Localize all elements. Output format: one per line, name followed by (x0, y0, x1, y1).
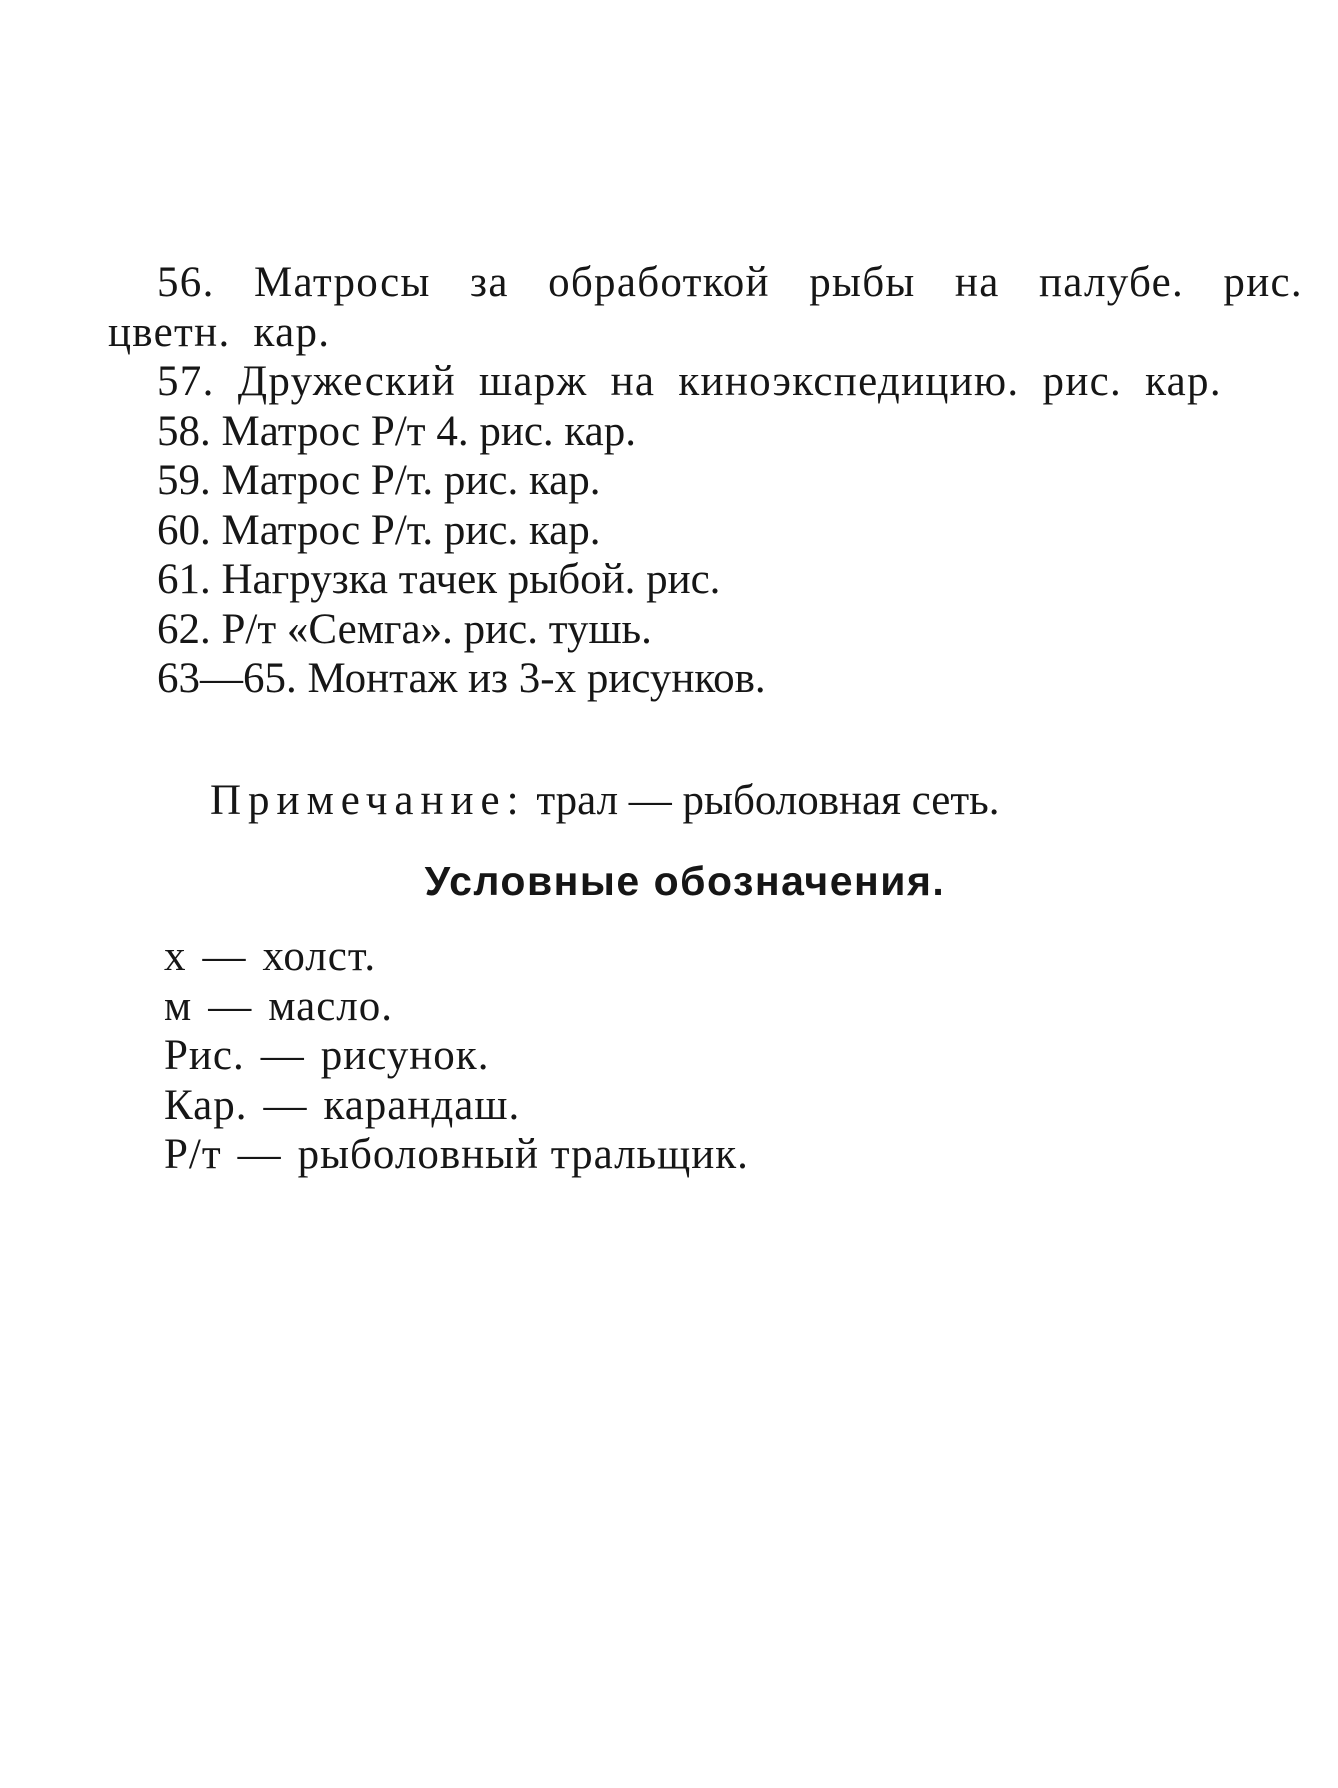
legend-meaning: масло. (268, 982, 394, 1030)
catalog-entry (108, 407, 1303, 457)
footnote (210, 776, 1000, 825)
catalog-entry (108, 555, 1303, 605)
entry-number: 63—65. (157, 655, 297, 702)
entry-number: 59. (157, 457, 211, 504)
legend-dash: — (202, 933, 247, 980)
entry-text: Нагрузка тачек рыбой. рис. (221, 556, 721, 603)
entry-number: 56. (157, 259, 215, 306)
entry-text: Монтаж из 3-х рисунков. (307, 655, 766, 702)
entry-text: Р/т «Семга». рис. тушь. (221, 605, 652, 653)
catalog-entry (108, 357, 1303, 407)
legend-dash: — (260, 1032, 305, 1079)
legend-abbreviation: х (164, 933, 187, 980)
legend-dash: — (237, 1131, 282, 1178)
entry-number: 60. (157, 506, 211, 554)
legend-meaning: рыболовный тральщик. (297, 1131, 749, 1178)
legend-item (164, 1130, 749, 1180)
catalog-entry (108, 456, 1303, 506)
legend-meaning: холст. (262, 933, 377, 980)
legend-abbreviation: Кар. (164, 1081, 248, 1129)
entry-text: Матрос Р/т 4. рис. кар. (221, 407, 637, 455)
entry-number: 61. (157, 556, 211, 603)
entry-number: 62. (157, 605, 211, 653)
catalog-entry (108, 605, 1303, 655)
entry-text: Матрос Р/т. рис. кар. (221, 457, 601, 504)
legend-dash: — (263, 1081, 308, 1129)
catalog-entry (108, 654, 1303, 704)
catalog-list (108, 258, 1303, 704)
legend-item (164, 982, 749, 1032)
legend-item (164, 1031, 749, 1081)
legend-item (164, 932, 749, 982)
legend-abbreviation: Р/т (164, 1131, 222, 1178)
entry-number: 57. (157, 358, 215, 405)
legend-meaning: рисунок. (320, 1032, 490, 1079)
legend-heading: Условные обозначения. (424, 858, 946, 904)
legend-abbreviation: Рис. (164, 1032, 245, 1079)
catalog-entry (108, 258, 1303, 357)
legend-dash: — (208, 982, 253, 1030)
legend-list (164, 932, 749, 1180)
entry-text: Матросы за обработкой рыбы на палубе. рис. цветн. кар. (108, 259, 1303, 356)
entry-text: Матрос Р/т. рис. кар. (221, 506, 601, 554)
legend-meaning: карандаш. (323, 1081, 521, 1129)
legend-item (164, 1081, 749, 1131)
footnote-text: трал — рыболовная сеть. (536, 777, 1000, 824)
footnote-lead: Примечание: (210, 777, 526, 824)
entry-number: 58. (157, 407, 211, 455)
entry-text: Дружеский шарж на киноэкспедицию. рис. кар. (237, 358, 1222, 405)
catalog-entry (108, 506, 1303, 556)
legend-abbreviation: м (164, 982, 193, 1030)
